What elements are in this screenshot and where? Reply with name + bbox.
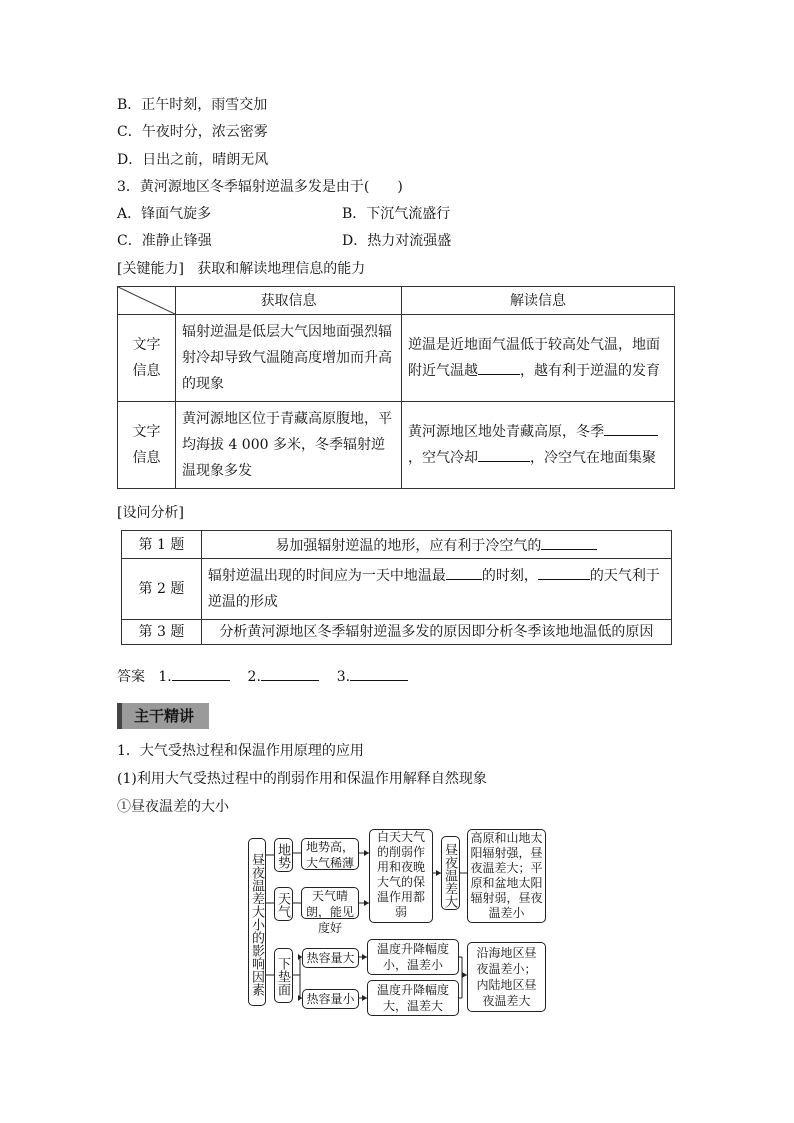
row-interpret: 逆温是近地面气温低于较高处气温，地面附近气温越 ，越有利于逆温的发育 (402, 315, 675, 402)
analysis-q: 第 1 题 (122, 531, 202, 559)
diagram-surface: 下垫面 (274, 948, 293, 1003)
option-d: D．日出之前，晴朗无风 (117, 152, 269, 168)
header-obtain: 获取信息 (176, 287, 402, 315)
section-title: 主干精讲 (117, 703, 209, 729)
analysis-q: 第 2 题 (122, 559, 202, 620)
option-d: D．热力对流强盛 (342, 233, 452, 249)
diagram-surface-result: 沿海地区昼夜温差小；内陆地区昼夜温差大 (467, 942, 546, 1012)
diagram-heat-small: 热容量小 (302, 989, 359, 1009)
analysis-label: [设问分析] (117, 505, 184, 521)
diagram-weather-detail: 天气晴朗，能见度好 (301, 887, 359, 919)
answer-line: 答案 1. 2. 3. (117, 666, 408, 686)
diagram-mechanism: 白天大气的削弱作用和夜晚大气的保温作用都弱 (369, 829, 433, 923)
row-type: 文字信息 (118, 315, 176, 402)
diagram-result-detail: 高原和山地太阳辐射强，昼夜温差大；平原和盆地太阳辐射弱，昼夜温差小 (467, 829, 546, 923)
option-b: B．正午时刻，雨雪交加 (117, 97, 268, 113)
row-type: 文字信息 (118, 402, 176, 489)
key-ability-label: [关键能力] (117, 261, 184, 277)
diagram-terrain: 地势 (274, 838, 293, 872)
diagram-heat-small-detail: 温度升降幅度大，温差大 (367, 980, 459, 1016)
analysis-a: 辐射逆温出现的时间应为一天中地温最 的时刻， 的天气利于逆温的形成 (201, 559, 671, 620)
diagram-weather: 天气 (274, 887, 293, 921)
diagram-heat-big-detail: 温度升降幅度小，温差小 (367, 939, 459, 975)
analysis-a: 易加强辐射逆温的地形，应有利于冷空气的 (201, 531, 671, 559)
row-obtain: 辐射逆温是低层大气因地面强烈辐射冷却导致气温随高度增加而升高的现象 (176, 315, 402, 402)
key-ability-title: 获取和解读地理信息的能力 (197, 261, 366, 277)
heading-1: 1．大气受热过程和保温作用原理的应用 (117, 743, 364, 759)
heading-2: (1)利用大气受热过程中的削弱作用和保温作用解释自然现象 (117, 771, 487, 787)
row-interpret: 黄河源地区地处青藏高原，冬季，空气冷却 ，冷空气在地面集聚 (402, 402, 675, 489)
option-b: B．下沉气流盛行 (342, 206, 451, 222)
analysis-q: 第 3 题 (122, 620, 202, 645)
analysis-a: 分析黄河源地区冬季辐射逆温多发的原因即分析冬季该地地温低的原因 (201, 620, 671, 645)
answer-label: 答案 (117, 669, 145, 685)
diagram-main: 昼夜温差大小的影响因素 (248, 838, 266, 1006)
diagram-result: 昼夜温差大 (441, 836, 460, 910)
question-3-stem: 3．黄河源地区冬季辐射逆温多发是由于( ) (117, 179, 403, 195)
diagram-heat-big: 热容量大 (302, 948, 359, 968)
row-obtain: 黄河源地区位于青藏高原腹地，平均海拔 4 000 多米，冬季辐射逆温现象多发 (176, 402, 402, 489)
option-c: C．准静止锋强 (117, 233, 212, 249)
diagram-terrain-detail: 地势高，大气稀薄 (301, 838, 359, 870)
option-c: C．午夜时分，浓云密雾 (117, 124, 268, 140)
heading-3: ①昼夜温差的大小 (117, 799, 229, 815)
header-interpret: 解读信息 (402, 287, 675, 315)
option-a: A．锋面气旋多 (117, 206, 212, 222)
